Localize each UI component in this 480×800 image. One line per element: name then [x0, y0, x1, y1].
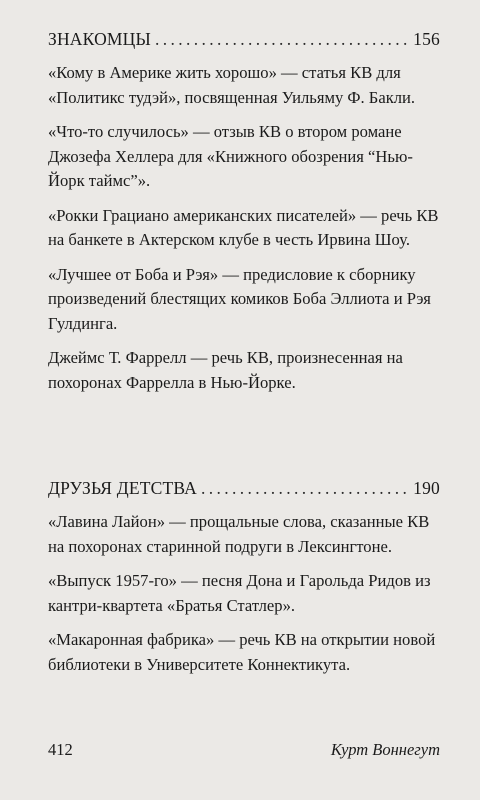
toc-heading: [48, 28, 440, 50]
toc-page-number: 156: [413, 29, 440, 49]
book-page: [48, 28, 440, 788]
toc-section-acquaintances: [48, 28, 440, 395]
toc-section-title: ЗНАКОМЦЫ: [48, 29, 151, 49]
toc-section-childhood-friends: [48, 477, 440, 677]
page-number: 412: [48, 740, 73, 759]
toc-entry: «Выпуск 1957-го» — песня Дона и Гарольда Ридов из кантри-квартета «Братья Статлер».: [48, 571, 431, 615]
toc-entry: Джеймс Т. Фаррелл — речь КВ, произнесенная на похоронах Фаррелла в Нью-Йорке.: [48, 348, 403, 392]
toc-section-title: ДРУЗЬЯ ДЕТСТВА: [48, 478, 198, 498]
running-footer-author: Курт Воннегут: [330, 740, 440, 759]
toc-page-number: 190: [413, 478, 440, 498]
toc-leader-dots: [201, 477, 409, 499]
toc-entry: «Рокки Грациано американских писателей» — речь КВ на банкете в Актерском клубе в честь Ирвина Шоу.: [48, 205, 439, 249]
toc-leader-dots: [155, 28, 409, 50]
toc-entry: «Лавина Лайон» — прощальные слова, сказанные КВ на похоронах старинной подруги в Лексингтоне.: [48, 512, 430, 556]
toc-heading: [48, 477, 440, 499]
page-footer: [48, 740, 440, 760]
toc-entry: «Макаронная фабрика» — речь КВ на открытии новой библиотеки в Университете Коннектикута.: [48, 630, 436, 674]
toc-entry: «Лучшее от Боба и Рэя» — предисловие к сборнику произведений блестящих комиков Боба Эллиота и Рэя Гулдинга.: [48, 264, 431, 333]
toc-entry: «Что-то случилось» — отзыв КВ о втором романе Джозефа Хеллера для «Книжного обозрения “Нью-Йорк таймс”».: [48, 122, 413, 190]
toc-entry: «Кому в Америке жить хорошо» — статья КВ для «Политикс тудэй», посвященная Уильяму Ф. Бакли.: [48, 63, 416, 107]
